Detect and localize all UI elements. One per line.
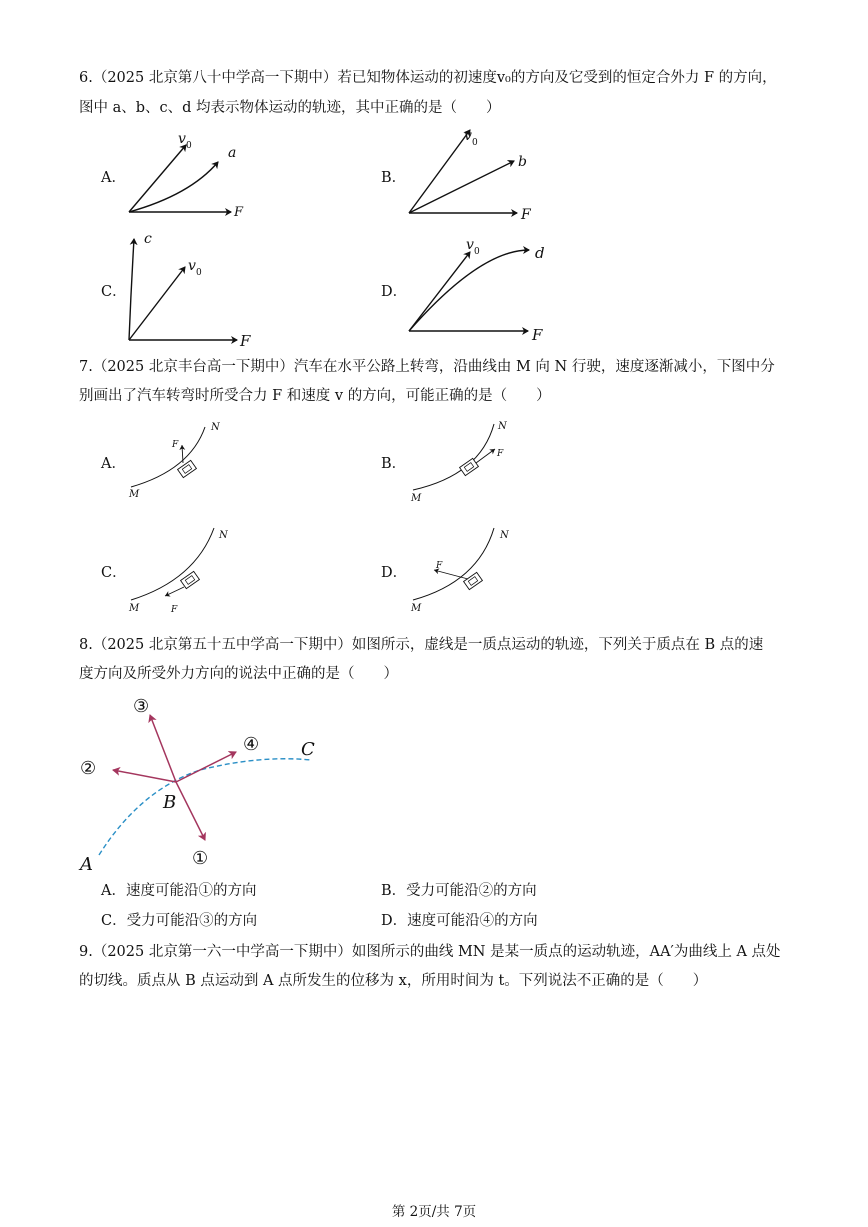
force-arrow: [165, 587, 184, 596]
q6-diagram-b: [409, 128, 532, 223]
label-C: C: [301, 739, 315, 760]
v0-arrow: [409, 252, 470, 331]
force-arrow: [476, 449, 495, 463]
label-v0: v: [178, 131, 186, 147]
q6-text-line2: 图中 a、b、c、d 均表示物体运动的轨迹，其中正确的是（ ）: [79, 100, 501, 116]
v0-arrow: [409, 130, 470, 213]
page-footer: 第 2页/共 7页: [391, 1204, 477, 1220]
arrow-4: [176, 752, 236, 782]
label-A: A: [80, 854, 93, 875]
car: [181, 571, 200, 588]
q8-text-line1: 8.（2025 北京第五十五中学高一下期中）如图所示，虚线是一质点运动的轨迹，下列关于质点在 B 点的速: [79, 637, 764, 653]
label-v0-sub: 0: [474, 247, 480, 257]
q7-option-b-label: B．: [381, 456, 407, 472]
q6-diagram-c: [129, 231, 251, 350]
label-v0-sub: 0: [472, 138, 478, 148]
force-arrow: [434, 570, 468, 579]
label-M: M: [129, 489, 140, 500]
v0-arrow: [129, 267, 185, 340]
q6-option-b-label: B．: [381, 170, 407, 186]
q7-diagram-a: [128, 422, 221, 500]
q7-diagram-d: [410, 528, 510, 614]
q6-option-a-label: A．: [101, 170, 126, 186]
label-circled-1: ①: [192, 848, 209, 869]
q7-option-a-label: A．: [101, 456, 126, 472]
car: [460, 458, 479, 475]
curve-mn: [413, 424, 494, 490]
label-circled-3: ③: [133, 696, 150, 717]
label-circled-2: ②: [80, 758, 97, 779]
label-F: F: [521, 207, 531, 223]
label-N: N: [498, 421, 507, 432]
q6-diagram-a: [129, 131, 244, 220]
label-F: F: [436, 561, 443, 571]
arrow-1: [176, 782, 205, 840]
curve-mn: [131, 528, 214, 600]
arrow-2: [113, 770, 176, 782]
label-c: c: [144, 231, 152, 247]
label-circled-4: ④: [243, 734, 260, 755]
q6-option-c-label: C．: [101, 284, 127, 300]
q6-diagram-d: [409, 237, 545, 344]
q7-option-c-label: C．: [101, 565, 127, 581]
q8-choice-b: B．受力可能沿②的方向: [381, 883, 537, 899]
car: [464, 572, 483, 589]
label-d: d: [535, 244, 545, 262]
q8-choice-c: C．受力可能沿③的方向: [101, 913, 258, 929]
q7-text-line1: 7.（2025 北京丰台高一下期中）汽车在水平公路上转弯，沿曲线由 M 向 N 行驶，速度逐渐减小，下图中分: [79, 359, 775, 375]
label-N: N: [211, 422, 220, 433]
label-v0: v: [188, 258, 196, 274]
label-F: F: [240, 332, 251, 350]
label-M: M: [129, 603, 140, 614]
trajectory-a: [129, 162, 218, 212]
curve-mn: [131, 427, 205, 487]
q7-text-line2: 别画出了汽车转弯时所受合力 F 和速度 v 的方向，可能正确的是（ ）: [79, 388, 551, 404]
q8-choice-d: D．速度可能沿④的方向: [381, 913, 538, 929]
label-F: F: [172, 440, 179, 450]
label-F: F: [234, 205, 244, 220]
label-N: N: [500, 530, 509, 541]
q7-diagram-c: [128, 528, 229, 615]
label-v0: v: [466, 237, 474, 253]
label-F: F: [497, 449, 504, 459]
curve-mn: [413, 528, 494, 600]
label-b: b: [518, 154, 527, 170]
label-v0-sub: 0: [196, 268, 202, 278]
label-v0-sub: 0: [186, 141, 192, 151]
trajectory-b: [409, 161, 514, 213]
q6-text-line1: 6.（2025 北京第八十中学高一下期中）若已知物体运动的初速度v₀的方向及它受到的恒定合外力 F 的方向，: [79, 70, 777, 86]
q8-diagram: [78, 696, 315, 875]
label-F: F: [171, 605, 178, 615]
q7-diagram-b: [410, 421, 508, 504]
label-v0: v: [464, 128, 472, 144]
arrow-3: [150, 715, 176, 782]
label-F: F: [532, 326, 543, 344]
q8-text-line2: 度方向及所受外力方向的说法中正确的是（ ）: [79, 666, 398, 682]
label-M: M: [411, 603, 422, 614]
trajectory-d: [409, 250, 529, 331]
q9-text-line2: 的切线。质点从 B 点运动到 A 点所发生的位移为 x，所用时间为 t。下列说法不正确的是（ ）: [79, 973, 708, 989]
trajectory-c: [129, 239, 134, 340]
label-M: M: [411, 493, 422, 504]
label-N: N: [219, 530, 228, 541]
label-B: B: [163, 792, 177, 813]
q6-option-d-label: D．: [381, 284, 408, 300]
label-a: a: [228, 145, 237, 161]
q9-text-line1: 9.（2025 北京第一六一中学高一下期中）如图所示的曲线 MN 是某一质点的运动轨迹，AA′为曲线上 A 点处: [79, 944, 781, 960]
q8-choice-a: A．速度可能沿①的方向: [101, 883, 257, 899]
q7-option-d-label: D．: [381, 565, 408, 581]
